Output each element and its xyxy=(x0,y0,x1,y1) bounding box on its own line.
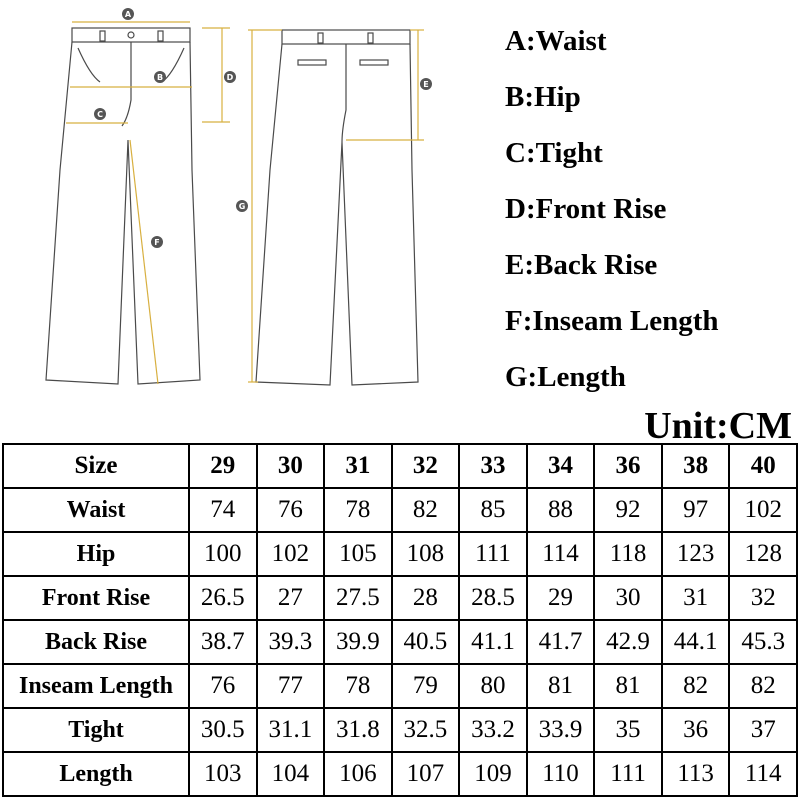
table-cell: 28.5 xyxy=(459,576,527,620)
pants-front-view xyxy=(46,28,200,384)
table-cell: 38.7 xyxy=(189,620,257,664)
table-cell: 79 xyxy=(392,664,460,708)
table-row xyxy=(3,532,797,576)
back-seam xyxy=(342,44,346,142)
row-label: Hip xyxy=(3,532,189,576)
marker-b xyxy=(154,71,166,83)
size-column-header: 30 xyxy=(257,444,325,488)
size-column-header: 33 xyxy=(459,444,527,488)
marker-c xyxy=(94,108,106,120)
row-label: Back Rise xyxy=(3,620,189,664)
table-row xyxy=(3,708,797,752)
table-row xyxy=(3,664,797,708)
row-label: Front Rise xyxy=(3,576,189,620)
table-cell: 29 xyxy=(527,576,595,620)
table-cell: 76 xyxy=(189,664,257,708)
table-cell: 32.5 xyxy=(392,708,460,752)
size-column-header: 38 xyxy=(662,444,730,488)
svg-text:F: F xyxy=(154,238,160,247)
row-label: Length xyxy=(3,752,189,796)
table-cell: 27.5 xyxy=(324,576,392,620)
legend-hip: B:Hip xyxy=(505,81,581,113)
table-cell: 30.5 xyxy=(189,708,257,752)
table-cell: 80 xyxy=(459,664,527,708)
table-cell: 111 xyxy=(459,532,527,576)
table-cell: 92 xyxy=(594,488,662,532)
front-waistband xyxy=(72,28,190,42)
marker-a xyxy=(122,8,134,20)
pants-measurement-diagram xyxy=(0,0,500,400)
table-cell: 26.5 xyxy=(189,576,257,620)
table-header-row xyxy=(3,444,797,488)
unit-label: Unit:CM xyxy=(644,405,792,447)
table-cell: 114 xyxy=(527,532,595,576)
marker-g xyxy=(236,200,248,212)
table-cell: 76 xyxy=(257,488,325,532)
back-waistband xyxy=(282,30,410,44)
size-column-header: 31 xyxy=(324,444,392,488)
table-cell: 100 xyxy=(189,532,257,576)
table-cell: 107 xyxy=(392,752,460,796)
table-cell: 42.9 xyxy=(594,620,662,664)
table-cell: 44.1 xyxy=(662,620,730,664)
table-cell: 102 xyxy=(257,532,325,576)
table-row xyxy=(3,488,797,532)
table-cell: 82 xyxy=(392,488,460,532)
table-cell: 123 xyxy=(662,532,730,576)
table-cell: 35 xyxy=(594,708,662,752)
table-cell: 81 xyxy=(594,664,662,708)
table-cell: 30 xyxy=(594,576,662,620)
legend-front-rise: D:Front Rise xyxy=(505,193,667,225)
legend-back-rise: E:Back Rise xyxy=(505,249,658,281)
table-cell: 111 xyxy=(594,752,662,796)
table-cell: 39.9 xyxy=(324,620,392,664)
legend-length: G:Length xyxy=(505,361,626,393)
back-right-pocket xyxy=(360,60,388,65)
size-chart-table xyxy=(2,443,798,797)
table-cell: 88 xyxy=(527,488,595,532)
table-body xyxy=(3,488,797,796)
table-cell: 82 xyxy=(662,664,730,708)
table-row xyxy=(3,576,797,620)
table-cell: 33.9 xyxy=(527,708,595,752)
svg-text:B: B xyxy=(156,73,164,82)
table-cell: 74 xyxy=(189,488,257,532)
table-cell: 113 xyxy=(662,752,730,796)
legend-inseam-length: F:Inseam Length xyxy=(505,305,719,337)
belt-loop xyxy=(318,33,323,43)
svg-text:D: D xyxy=(226,73,234,82)
table-row xyxy=(3,620,797,664)
svg-text:A: A xyxy=(124,10,132,19)
table-cell: 77 xyxy=(257,664,325,708)
table-cell: 45.3 xyxy=(729,620,797,664)
table-cell: 31.1 xyxy=(257,708,325,752)
table-cell: 41.1 xyxy=(459,620,527,664)
table-cell: 105 xyxy=(324,532,392,576)
table-cell: 27 xyxy=(257,576,325,620)
back-left-pocket xyxy=(298,60,326,65)
table-cell: 85 xyxy=(459,488,527,532)
belt-loop xyxy=(100,31,105,41)
table-cell: 109 xyxy=(459,752,527,796)
table-cell: 40.5 xyxy=(392,620,460,664)
measurement-legend xyxy=(505,18,795,410)
front-outline xyxy=(46,42,200,384)
size-column-header: 40 xyxy=(729,444,797,488)
svg-text:C: C xyxy=(97,110,103,119)
row-label: Waist xyxy=(3,488,189,532)
table-cell: 81 xyxy=(527,664,595,708)
legend-tight: C:Tight xyxy=(505,137,603,169)
table-cell: 33.2 xyxy=(459,708,527,752)
table-cell: 106 xyxy=(324,752,392,796)
legend-waist: A:Waist xyxy=(505,25,607,57)
table-cell: 110 xyxy=(527,752,595,796)
marker-d xyxy=(224,71,236,83)
table-cell: 102 xyxy=(729,488,797,532)
table-cell: 118 xyxy=(594,532,662,576)
table-cell: 37 xyxy=(729,708,797,752)
table-cell: 28 xyxy=(392,576,460,620)
table-cell: 39.3 xyxy=(257,620,325,664)
table-cell: 36 xyxy=(662,708,730,752)
size-column-header: 36 xyxy=(594,444,662,488)
table-cell: 78 xyxy=(324,664,392,708)
table-cell: 114 xyxy=(729,752,797,796)
size-column-header: 34 xyxy=(527,444,595,488)
svg-text:G: G xyxy=(238,202,246,211)
table-cell: 128 xyxy=(729,532,797,576)
marker-f xyxy=(151,236,163,248)
table-cell: 32 xyxy=(729,576,797,620)
row-label: Inseam Length xyxy=(3,664,189,708)
table-cell: 82 xyxy=(729,664,797,708)
back-outline xyxy=(256,44,418,385)
table-cell: 31 xyxy=(662,576,730,620)
pants-back-view xyxy=(256,30,418,385)
button-icon xyxy=(128,32,134,38)
table-row xyxy=(3,752,797,796)
table-cell: 108 xyxy=(392,532,460,576)
table-cell: 103 xyxy=(189,752,257,796)
front-fly xyxy=(122,42,131,126)
header-size-label: Size xyxy=(3,444,189,488)
belt-loop xyxy=(158,31,163,41)
size-column-header: 32 xyxy=(392,444,460,488)
svg-text:E: E xyxy=(423,80,429,89)
belt-loop xyxy=(368,33,373,43)
front-left-pocket xyxy=(78,48,100,82)
size-column-header: 29 xyxy=(189,444,257,488)
marker-e xyxy=(420,78,432,90)
table-cell: 97 xyxy=(662,488,730,532)
row-label: Tight xyxy=(3,708,189,752)
table-cell: 31.8 xyxy=(324,708,392,752)
table-cell: 41.7 xyxy=(527,620,595,664)
inseam-line xyxy=(130,140,158,384)
table-cell: 104 xyxy=(257,752,325,796)
table-cell: 78 xyxy=(324,488,392,532)
